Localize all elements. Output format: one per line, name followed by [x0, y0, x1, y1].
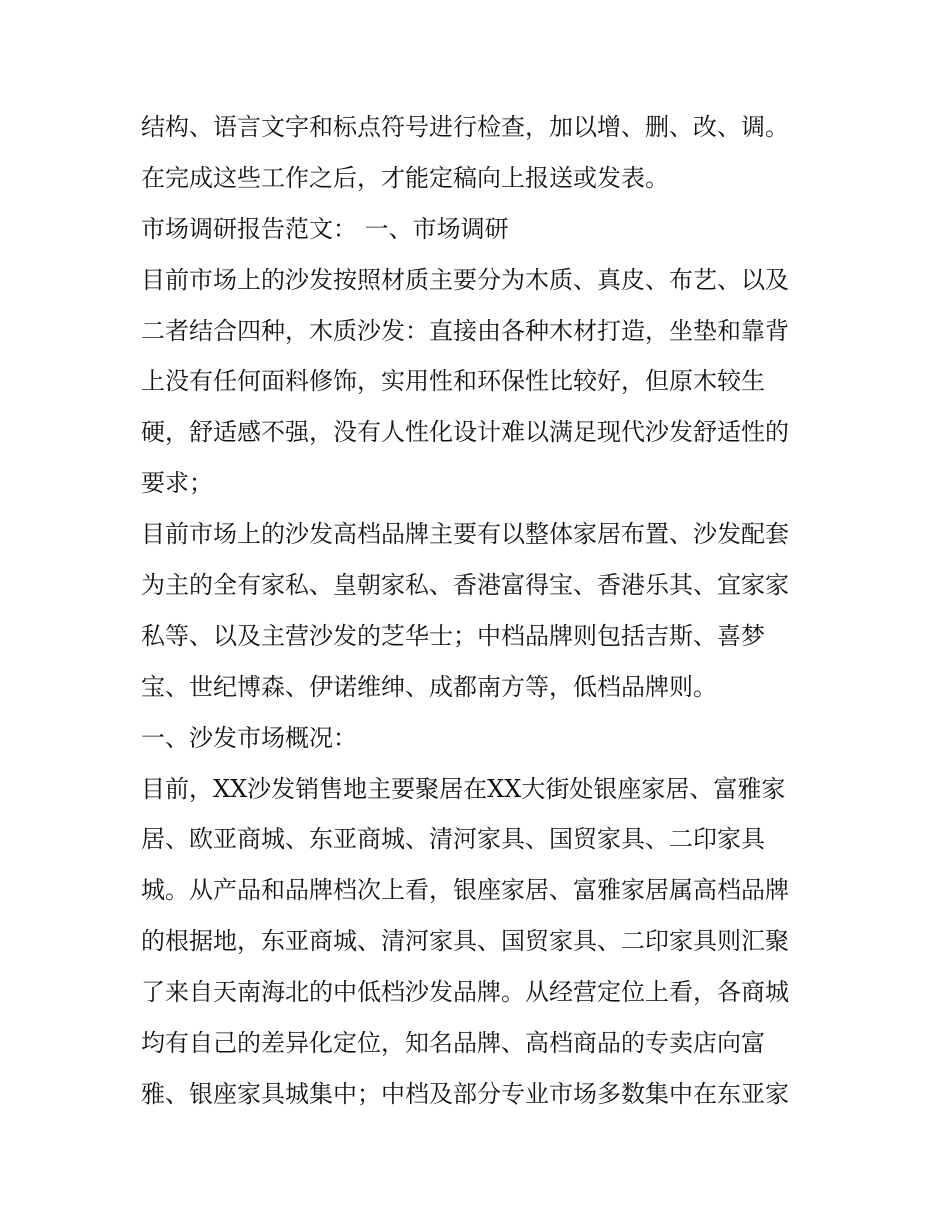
text-line: 目前市场上的沙发高档品牌主要有以整体家居布置、沙发配套 — [141, 520, 789, 549]
heading-line: 一、沙发市场概况： — [141, 723, 357, 752]
text-line: 要求； — [141, 469, 213, 498]
paragraph-sofa-brands — [141, 509, 813, 713]
text-line: 目前，XX沙发销售地主要聚居在XX大街处银座家居、富雅家 — [141, 774, 786, 803]
text-line: 上没有任何面料修饰，实用性和环保性比较好，但原木较生 — [141, 367, 765, 396]
text-line: 宝、世纪博森、伊诺维绅、成都南方等，低档品牌则。 — [141, 672, 717, 701]
text-line: 私等、以及主营沙发的芝华士；中档品牌则包括吉斯、喜梦 — [141, 621, 765, 650]
text-line: 均有自己的差异化定位，知名品牌、高档商品的专卖店向富 — [141, 1029, 765, 1058]
paragraph-continuation — [141, 102, 813, 204]
document-body — [141, 102, 813, 1120]
text-line: 在完成这些工作之后，才能定稿向上报送或发表。 — [141, 163, 669, 192]
text-line: 结构、语言文字和标点符号进行检查，加以增、删、改、调。 — [141, 113, 789, 141]
paragraph-market-overview — [141, 764, 813, 1120]
text-line: 的根据地，东亚商城、清河家具、国贸家具、二印家具则汇聚 — [141, 927, 789, 956]
section-heading-market-research — [141, 204, 813, 255]
text-line: 二者结合四种，木质沙发：直接由各种木材打造，坐垫和靠背 — [141, 316, 789, 345]
text-line: 居、欧亚商城、东亚商城、清河家具、国贸家具、二印家具 — [141, 825, 765, 854]
paragraph-sofa-materials — [141, 255, 813, 509]
text-line: 为主的全有家私、皇朝家私、香港富得宝、香港乐其、宜家家 — [141, 571, 789, 600]
text-line: 雅、银座家具城集中；中档及部分专业市场多数集中在东亚家 — [141, 1079, 789, 1108]
heading-line: 市场调研报告范文： 一、市场调研 — [141, 214, 509, 243]
section-heading-market-overview — [141, 713, 813, 764]
text-line: 城。从产品和品牌档次上看，银座家居、富雅家居属高档品牌 — [141, 876, 789, 905]
text-line: 硬，舒适感不强，没有人性化设计难以满足现代沙发舒适性的 — [141, 418, 789, 447]
text-line: 了来自天南海北的中低档沙发品牌。从经营定位上看，各商城 — [141, 978, 789, 1007]
text-line: 目前市场上的沙发按照材质主要分为木质、真皮、布艺、以及 — [141, 265, 789, 294]
